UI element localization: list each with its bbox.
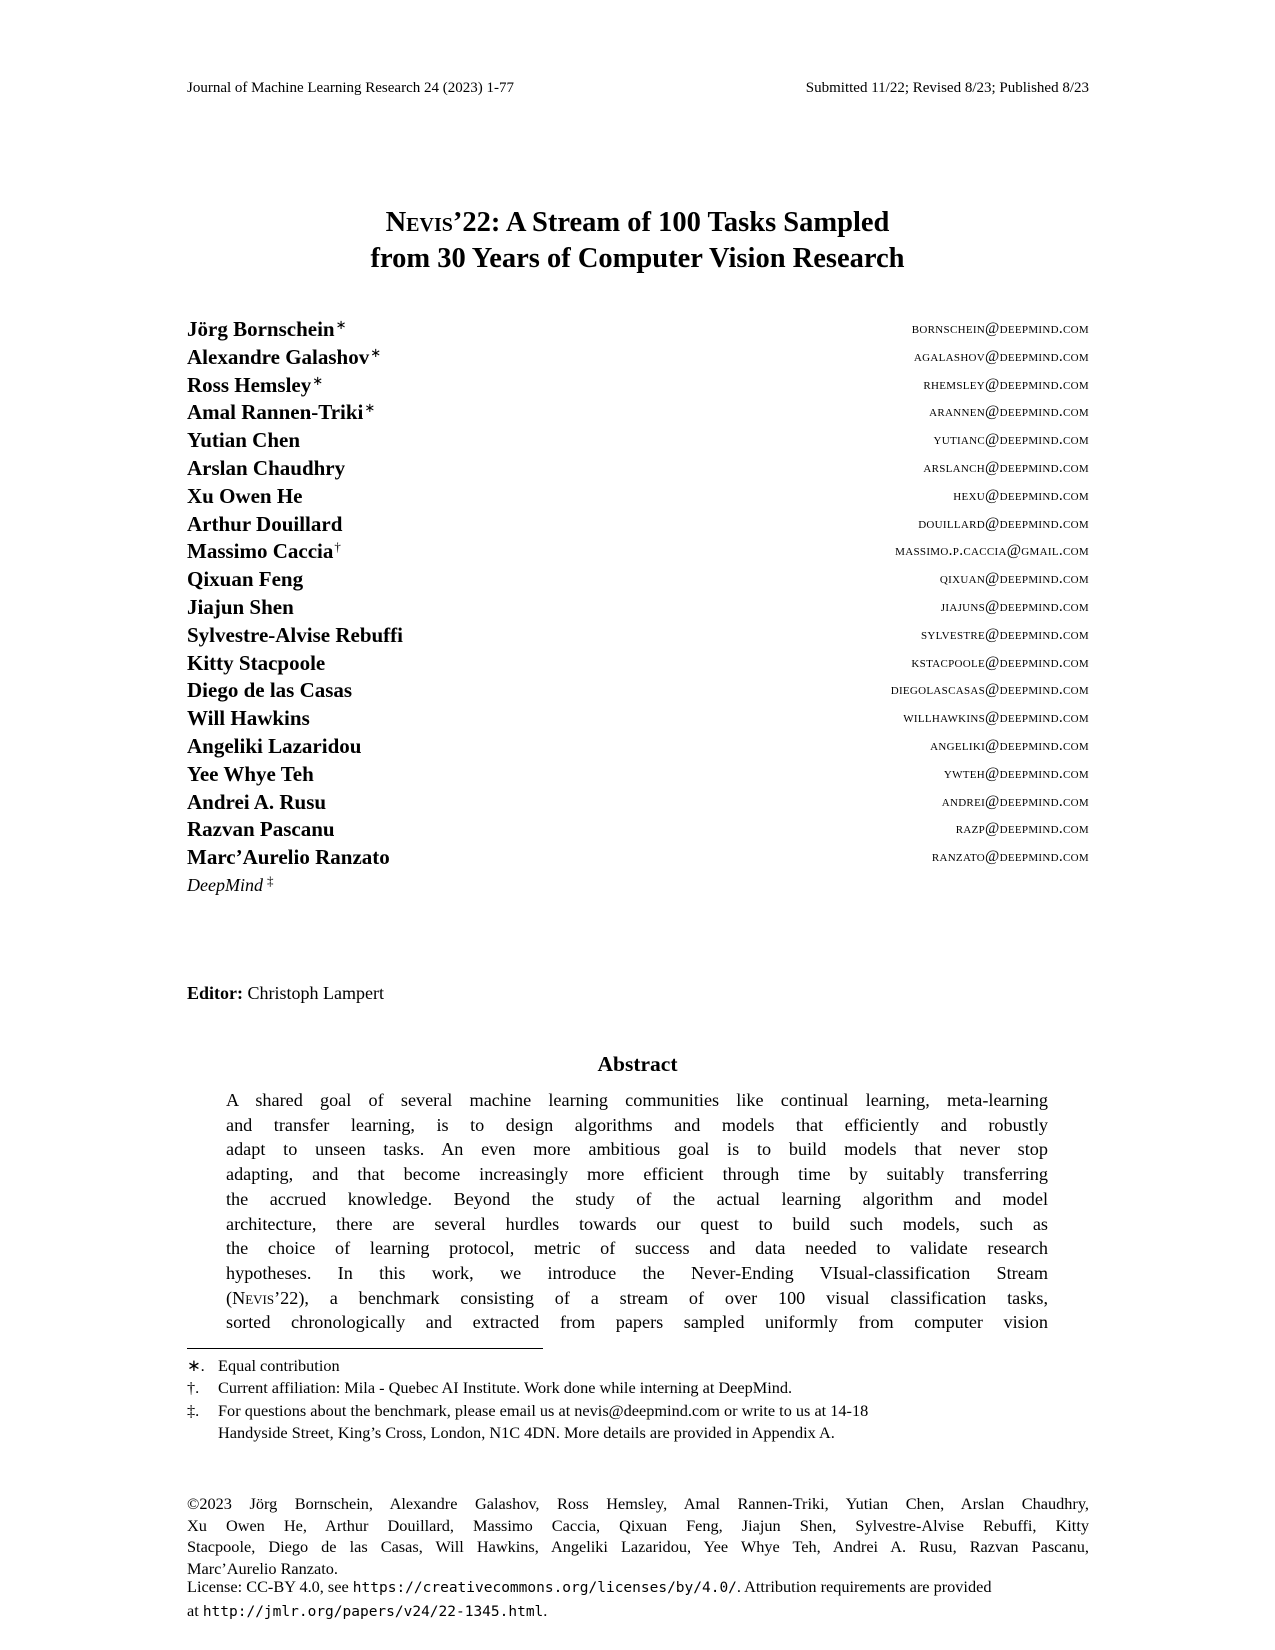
affiliation-mark: ‡ <box>266 872 274 888</box>
author-row <box>187 678 1089 706</box>
author-row <box>187 539 1089 567</box>
author-footnote-mark: ∗ <box>312 372 324 388</box>
author-name: Jörg Bornschein∗ <box>187 317 347 341</box>
author-email[interactable]: ywteh@deepmind.com <box>943 764 1089 782</box>
author-footnote-mark: † <box>334 539 341 555</box>
submission-dates: Submitted 11/22; Revised 8/23; Published 8/23 <box>805 80 1089 96</box>
footnote-rule <box>187 1348 543 1349</box>
author-row <box>187 567 1089 595</box>
author-row <box>187 373 1089 401</box>
author-name: Ross Hemsley∗ <box>187 372 324 397</box>
author-name: Diego de las Casas <box>187 678 353 703</box>
copyright-line: Xu Owen He, Arthur Douillard, Massimo Caccia, Qixuan Feng, Jiajun Shen, Sylvestre-Alvise Rebuffi, Kitty <box>187 1515 1089 1535</box>
author-email[interactable]: angeliki@deepmind.com <box>930 736 1089 754</box>
title-line-1-rest: ’22: A Stream of 100 Tasks Sampled <box>452 207 890 238</box>
author-email[interactable]: hexu@deepmind.com <box>953 486 1089 504</box>
license-line-2 <box>187 1600 1089 1624</box>
abstract-line: adapting, and that become increasingly more efficient through time by suitably transferring <box>226 1164 1048 1185</box>
author-name: Angeliki Lazaridou <box>187 733 362 758</box>
abstract-heading: Abstract <box>597 1052 678 1076</box>
copyright-notice <box>187 1493 1089 1579</box>
author-name: Jiajun Shen <box>187 594 294 619</box>
author-email[interactable]: razp@deepmind.com <box>955 820 1089 838</box>
copyright-line: Stacpoole, Diego de las Casas, Will Hawkins, Angeliki Lazaridou, Yee Whye Teh, Andrei A. Rusu, Razvan Pascanu, <box>187 1537 1089 1556</box>
author-row <box>187 706 1089 734</box>
author-email[interactable]: massimo.p.caccia@gmail.com <box>895 542 1089 560</box>
author-name: Massimo Caccia† <box>187 539 341 564</box>
license-at: at <box>187 1600 203 1620</box>
copyright-line: ©2023 Jörg Bornschein, Alexandre Galashov, Ross Hemsley, Amal Rannen-Triki, Yutian Chen, Arslan Chaudhry, <box>187 1494 1089 1513</box>
editor-label: Editor: <box>187 983 243 1003</box>
author-row <box>187 817 1089 845</box>
author-name: Alexandre Galashov∗ <box>187 344 382 369</box>
author-email[interactable]: arannen@deepmind.com <box>929 403 1089 421</box>
author-email[interactable]: willhawkins@deepmind.com <box>903 709 1089 727</box>
license-url-cc[interactable]: https://creativecommons.org/licenses/by/4.0/ <box>352 1580 737 1596</box>
author-email[interactable]: jiajuns@deepmind.com <box>940 597 1089 615</box>
author-row <box>187 790 1089 818</box>
abstract-line: (Nevis’22), a benchmark consisting of a stream of over 100 visual classification tasks, <box>226 1287 1048 1308</box>
footnote-text: Handyside Street, King’s Cross, London, N1C 4DN. More details are provided in Appendix A. <box>218 1422 835 1442</box>
footnotes <box>187 1355 1089 1444</box>
editor-name: Christoph Lampert <box>247 983 384 1003</box>
author-row <box>187 595 1089 623</box>
author-email[interactable]: sylvestre@deepmind.com <box>921 625 1089 643</box>
author-row <box>187 484 1089 512</box>
footnote-mark: †. <box>187 1378 200 1398</box>
author-rows <box>187 317 1089 873</box>
author-row <box>187 512 1089 540</box>
author-email[interactable]: rhemsley@deepmind.com <box>923 375 1089 393</box>
copyright-line: Marc’Aurelio Ranzato. <box>187 1558 338 1578</box>
author-name: Arslan Chaudhry <box>187 455 346 480</box>
license-line-1 <box>187 1576 1089 1600</box>
affiliation <box>187 873 1089 896</box>
footnote-mark: ‡. <box>187 1400 200 1420</box>
author-email[interactable]: andrei@deepmind.com <box>941 792 1089 810</box>
author-row <box>187 317 1089 345</box>
license-end: . <box>543 1600 548 1620</box>
footnote-text: Current affiliation: Mila - Quebec AI Institute. Work done while interning at DeepMind. <box>218 1378 793 1398</box>
author-email[interactable]: arslanch@deepmind.com <box>923 458 1089 476</box>
author-name: Kitty Stacpoole <box>187 650 326 675</box>
author-name: Arthur Douillard <box>187 511 343 536</box>
author-row <box>187 345 1089 373</box>
author-name: Yutian Chen <box>187 428 301 453</box>
author-list <box>187 317 1089 896</box>
title-line-2: from 30 Years of Computer Vision Research <box>370 243 905 274</box>
editor-line <box>187 983 384 1004</box>
footnote <box>187 1400 1089 1445</box>
author-row <box>187 734 1089 762</box>
journal-header: Journal of Machine Learning Research 24 (2023) 1-77 <box>187 80 514 96</box>
author-name: Qixuan Feng <box>187 567 304 592</box>
author-email[interactable]: ranzato@deepmind.com <box>931 848 1089 866</box>
author-row <box>187 400 1089 428</box>
author-row <box>187 845 1089 873</box>
author-email[interactable]: qixuan@deepmind.com <box>939 570 1089 588</box>
author-email[interactable]: yutianc@deepmind.com <box>933 431 1089 449</box>
footnote-text: For questions about the benchmark, please email us at nevis@deepmind.com or write to us at 14-18 <box>218 1400 869 1420</box>
license-prefix: License: CC-BY 4.0, see <box>187 1577 353 1596</box>
author-name: Yee Whye Teh <box>187 761 314 786</box>
paper-title <box>0 205 1275 277</box>
title-acronym: Nevis <box>385 207 453 238</box>
author-name: Sylvestre-Alvise Rebuffi <box>187 622 403 647</box>
abstract-body <box>226 1088 1048 1335</box>
abstract-line: and transfer learning, is to design algorithms and models that efficiently and robustly <box>226 1114 1048 1135</box>
author-name: Will Hawkins <box>187 706 310 731</box>
footnote-text: Equal contribution <box>218 1356 340 1375</box>
affiliation-name: DeepMind <box>187 874 263 895</box>
abstract-line: hypotheses. In this work, we introduce the Never-Ending VIsual-classification Stream <box>226 1262 1048 1283</box>
author-row <box>187 762 1089 790</box>
title-line-1 <box>0 205 1275 241</box>
author-name: Amal Rannen-Triki∗ <box>187 400 376 425</box>
author-row <box>187 456 1089 484</box>
author-row <box>187 623 1089 651</box>
author-row <box>187 428 1089 456</box>
license-url-jmlr[interactable]: http://jmlr.org/papers/v24/22-1345.html <box>202 1603 544 1620</box>
author-email[interactable]: douillard@deepmind.com <box>918 514 1089 532</box>
author-footnote-mark: ∗ <box>335 317 347 332</box>
author-footnote-mark: ∗ <box>364 400 376 416</box>
author-name: Marc’Aurelio Ranzato <box>187 845 390 870</box>
author-name: Andrei A. Rusu <box>187 789 327 814</box>
license-notice <box>187 1576 1089 1623</box>
author-email[interactable]: bornschein@deepmind.com <box>911 320 1089 337</box>
author-footnote-mark: ∗ <box>370 344 382 360</box>
abstract-line: architecture, there are several hurdles towards our quest to build such models, such as <box>226 1213 1048 1234</box>
footnote <box>187 1377 1089 1399</box>
license-middle: . Attribution requirements are provided <box>736 1577 992 1596</box>
footnote <box>187 1355 1089 1377</box>
author-email[interactable]: diegolascasas@deepmind.com <box>890 681 1089 699</box>
abstract-line: the choice of learning protocol, metric of success and data needed to validate research <box>226 1238 1048 1259</box>
author-email[interactable]: kstacpoole@deepmind.com <box>911 653 1089 671</box>
author-name: Razvan Pascanu <box>187 817 335 842</box>
abstract-line: adapt to unseen tasks. An even more ambitious goal is to build models that never stop <box>226 1139 1048 1160</box>
footnote-mark: ∗. <box>187 1356 205 1375</box>
abstract-line: the accrued knowledge. Beyond the study of the actual learning algorithm and model <box>226 1188 1048 1209</box>
abstract-line: A shared goal of several machine learning communities like continual learning, meta-learning <box>226 1090 1048 1110</box>
author-row <box>187 651 1089 679</box>
author-email[interactable]: agalashov@deepmind.com <box>913 347 1089 365</box>
author-name: Xu Owen He <box>187 483 303 508</box>
abstract-line: sorted chronologically and extracted from papers sampled uniformly from computer vision <box>226 1312 1048 1333</box>
